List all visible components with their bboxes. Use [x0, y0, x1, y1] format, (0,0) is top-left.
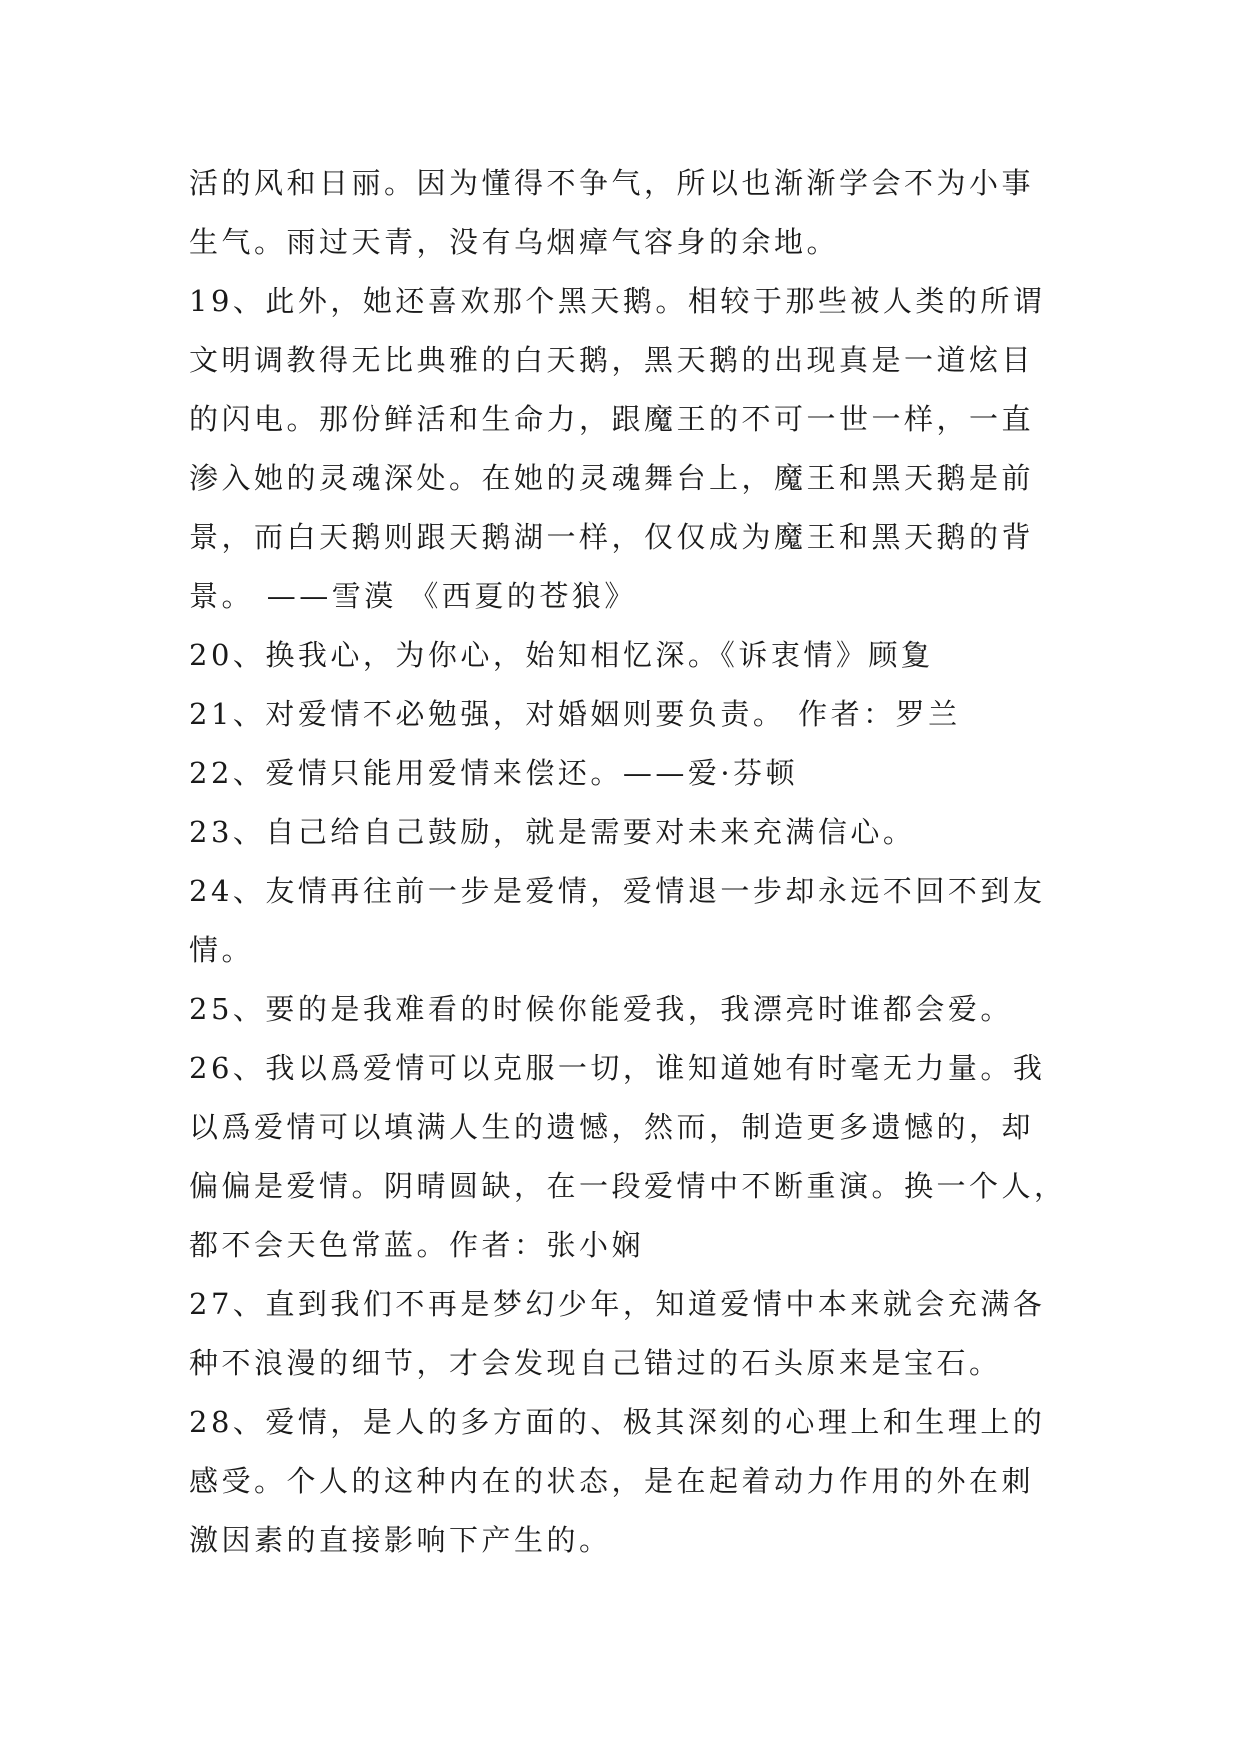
text-line: 偏偏是爱情。阴晴圆缺，在一段爱情中不断重演。换一个人，: [189, 1169, 1067, 1203]
text-line: 活的风和日丽。因为懂得不争气，所以也渐渐学会不为小事: [189, 166, 1035, 200]
text-line: 激因素的直接影响下产生的。: [189, 1523, 612, 1557]
text-line: 25、要的是我难看的时候你能爱我，我漂亮时谁都会爱。: [189, 992, 1013, 1026]
text-line: 种不浪漫的细节，才会发现自己错过的石头原来是宝石。: [189, 1346, 1002, 1380]
text-line: 22、爱情只能用爱情来偿还。——爱·芬顿: [189, 756, 799, 790]
text-line: 26、我以爲爱情可以克服一切，谁知道她有时毫无力量。我: [189, 1051, 1046, 1085]
text-line: 渗入她的灵魂深处。在她的灵魂舞台上，魔王和黑天鹅是前: [189, 461, 1035, 495]
text-line: 24、友情再往前一步是爱情，爱情退一步却永远不回不到友: [189, 874, 1046, 908]
text-line: 感受。个人的这种内在的状态，是在起着动力作用的外在刺: [189, 1464, 1035, 1498]
text-line: 景，而白天鹅则跟天鹅湖一样，仅仅成为魔王和黑天鹅的背: [189, 520, 1035, 554]
text-line: 23、自己给自己鼓励，就是需要对未来充满信心。: [189, 815, 916, 849]
text-line: 生气。雨过天青，没有乌烟瘴气容身的余地。: [189, 225, 840, 259]
text-line: 以爲爱情可以填满人生的遗憾，然而，制造更多遗憾的，却: [189, 1110, 1035, 1144]
text-line: 28、爱情，是人的多方面的、极其深刻的心理上和生理上的: [189, 1405, 1046, 1439]
text-line: 20、换我心，为你心，始知相忆深。《诉衷情》顾夐: [189, 638, 934, 672]
text-line: 的闪电。那份鲜活和生命力，跟魔王的不可一世一样，一直: [189, 402, 1035, 436]
text-line: 文明调教得无比典雅的白天鹅，黑天鹅的出现真是一道炫目: [189, 343, 1035, 377]
text-line: 都不会天色常蓝。作者：张小娴: [189, 1228, 645, 1262]
document-body: [189, 154, 1067, 1570]
text-line: 27、直到我们不再是梦幻少年，知道爱情中本来就会充满各: [189, 1287, 1046, 1321]
text-line: 情。: [189, 933, 255, 967]
text-line: 19、此外，她还喜欢那个黑天鹅。相较于那些被人类的所谓: [189, 284, 1046, 318]
text-line: 景。 ——雪漠 《西夏的苍狼》: [189, 579, 637, 613]
text-line: 21、对爱情不必勉强，对婚姻则要负责。 作者：罗兰: [189, 697, 961, 731]
